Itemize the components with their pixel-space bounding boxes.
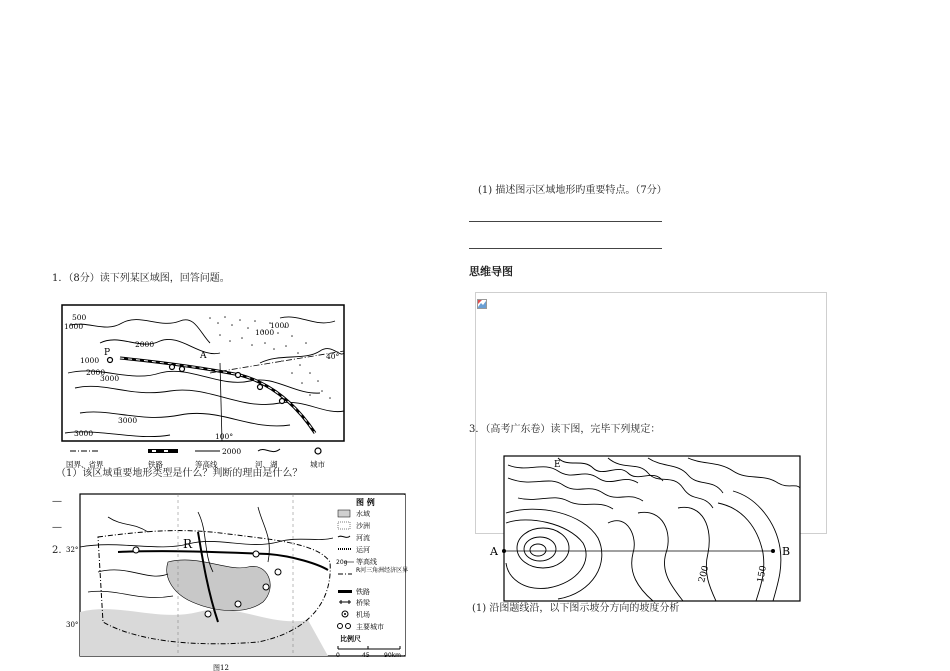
map1-point-a: A — [200, 351, 207, 361]
map2-scale-90: 90km — [384, 652, 401, 659]
region-map-1 — [60, 303, 350, 473]
map2-legend-sandbar: 沙洲 — [356, 522, 370, 530]
map2-legend-panel — [333, 495, 405, 655]
map1-legend-city: 城市 — [310, 460, 325, 469]
map2-legend-airport: 机场 — [356, 611, 370, 619]
map1-contour-label: 2000 — [135, 340, 155, 349]
answer-line-1 — [469, 221, 662, 222]
map2-lat-bottom: 30° — [66, 621, 79, 629]
map1-lon-label: 100° — [215, 432, 234, 441]
map2-legend-contour-value: 20g — [336, 559, 348, 566]
map1-contour-label: 1000 — [64, 322, 84, 331]
map1-point-p: P — [104, 348, 111, 358]
map1-lat-label: 40° — [326, 352, 340, 361]
map1-legend — [70, 448, 321, 454]
map2-legend-zone: R河三角洲经济区界 — [356, 567, 409, 574]
map1-legend-contour: 等高线 — [195, 460, 218, 469]
broken-image-icon — [477, 294, 487, 304]
map2-scale-title: 比例尺 — [340, 635, 361, 643]
map3-label-e: E — [554, 460, 561, 470]
question-1-sub-1: （1）该区域重要地形类型是什么？判断的理由是什么？ — [56, 468, 303, 479]
map1-contour-label: 3000 — [100, 374, 120, 383]
contour-map-3 — [488, 453, 803, 603]
map3-label-b: B — [782, 545, 791, 558]
map1-contour-label: 1000 — [80, 356, 100, 365]
map2-legend-bridge: 桥梁 — [356, 599, 370, 607]
map3-contour-200: 200 — [697, 564, 712, 584]
map1-legend-railway: 铁路 — [148, 460, 163, 469]
map3-label-a: A — [490, 545, 498, 558]
map1-legend-river: 河、湖 — [255, 460, 278, 469]
map3-contour-150: 150 — [756, 564, 769, 584]
map2-legend-railway: 铁路 — [356, 588, 370, 596]
region-map-2 — [66, 492, 410, 671]
answer-dash-1: — — [52, 496, 62, 507]
map1-contour-label: 1000 — [270, 321, 290, 330]
map1-contour-label: 2000 — [86, 368, 106, 377]
mindmap-title: 思维导图 — [469, 265, 513, 278]
map2-label-r: R — [183, 537, 193, 551]
map1-legend-contour-value: 2000 — [222, 447, 242, 456]
map2-legend-water: 水域 — [356, 510, 370, 518]
map2-caption: 图12 — [213, 664, 229, 671]
question-3-sub-1: (1) 沿图题线沿，以下图示坡分方向的坡度分析 — [472, 603, 680, 614]
map2-legend-city: 主要城市 — [356, 623, 384, 631]
question-2-number: 2. — [52, 545, 62, 556]
answer-dash-2: — — [52, 522, 62, 533]
map2-scale-0: 0 — [336, 652, 340, 659]
answer-line-2 — [469, 248, 662, 249]
map2-scale-45: 45 — [362, 652, 370, 659]
map1-legend-border: 国界、省界 — [66, 460, 104, 469]
map2-lat-top: 32° — [66, 546, 79, 554]
question-1-heading: 1．（8分）读下列某区域图，回答问题。 — [52, 273, 230, 284]
map2-legend-contour: 等高线 — [356, 558, 377, 566]
map1-contour-label: 3000 — [74, 429, 94, 438]
map2-legend-title: 图 例 — [356, 498, 375, 507]
map1-contour-label: 1000 — [255, 328, 275, 337]
map2-legend-canal: 运河 — [356, 546, 370, 554]
question-3-heading: 3．（高考广东卷）读下图，完毕下列规定： — [469, 424, 661, 435]
map1-contour-label: 3000 — [118, 416, 138, 425]
map1-contour-label: 500 — [72, 313, 87, 322]
map2-legend-river: 河流 — [356, 534, 370, 542]
question-desc: (1) 描述图示区域地形旳重要特点。（7分） — [478, 185, 667, 196]
